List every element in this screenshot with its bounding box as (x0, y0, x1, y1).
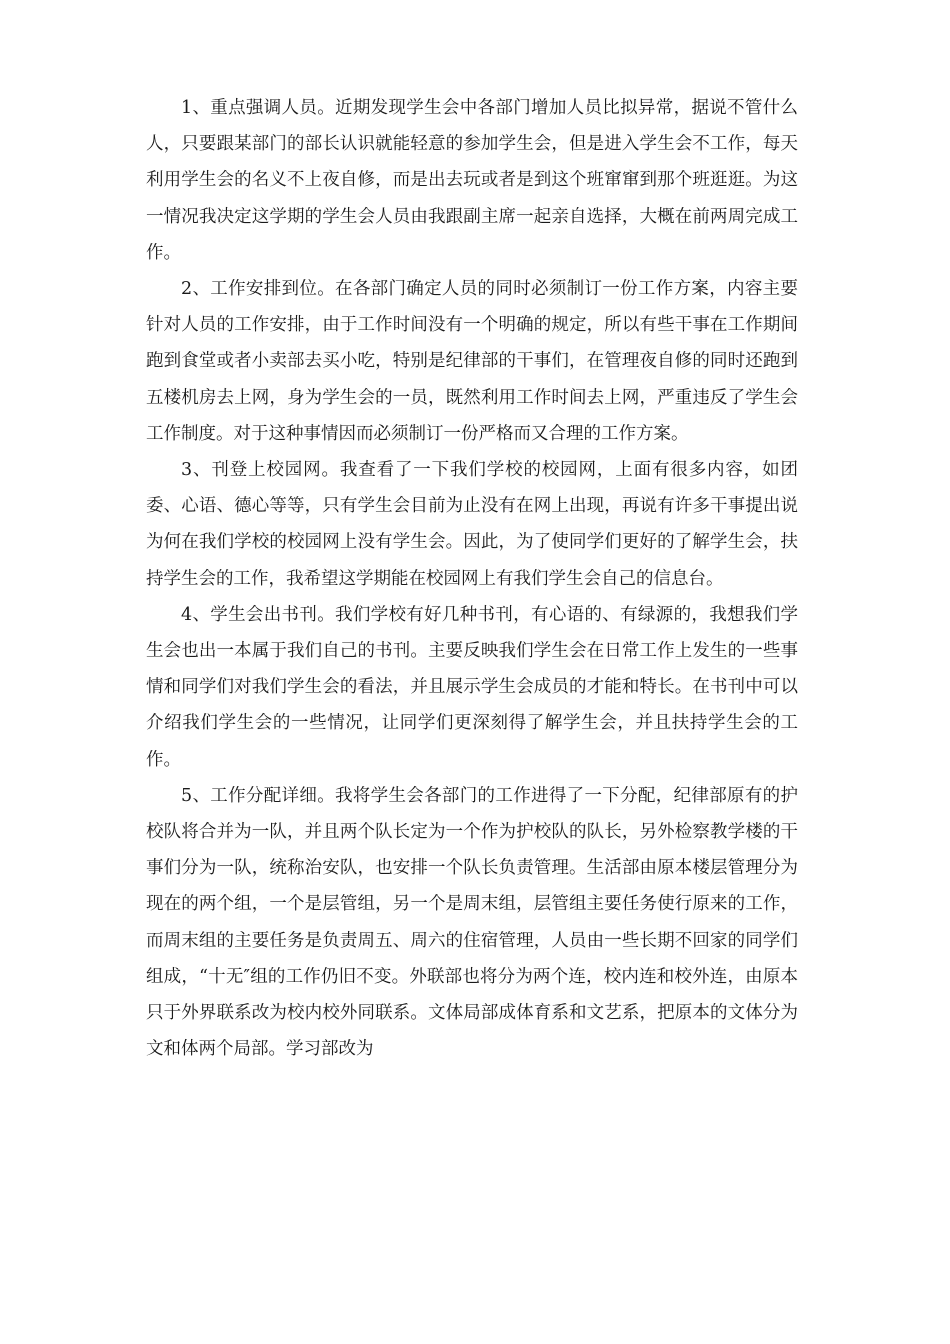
paragraph-1: 1、重点强调人员。近期发现学生会中各部门增加人员比拟异常，据说不管什么人，只要跟某部门的部长认识就能轻意的参加学生会，但是进入学生会不工作，每天利用学生会的名义不上夜自修，而是出去玩或者是到这个班窜窜到那个班逛逛。为这一情况我决定这学期的学生会人员由我跟副主席一起亲自选择，大概在前两周完成工作。 (146, 98, 798, 263)
paragraph-5: 5、工作分配详细。我将学生会各部门的工作进得了一下分配，纪律部原有的护校队将合并为一队，并且两个队长定为一个作为护校队的队长，另外检察教学楼的干事们分为一队，统称治安队，也安排一个队长负责管理。生活部由原本楼层管理分为现在的两个组，一个是层管组，另一个是周末组，层管组主要任务使行原来的工作，而周末组的主要任务是负责周五、周六的住宿管理，人员由一些长期不回家的同学们组成，“十无″组的工作仍旧不变。外联部也将分为两个连，校内连和校外连，由原本只于外界联系改为校内校外同联系。文体局部成体育系和文艺系，把原本的文体分为文和体两个局部。学习部改为 (146, 785, 798, 1060)
document-body (146, 90, 798, 1067)
paragraph-2: 2、工作安排到位。在各部门确定人员的同时必须制订一份工作方案，内容主要针对人员的工作安排，由于工作时间没有一个明确的规定，所以有些干事在工作期间跑到食堂或者小卖部去买小吃，特别是纪律部的干事们，在管理夜自修的同时还跑到五楼机房去上网，身为学生会的一员，既然利用工作时间去上网，严重违反了学生会工作制度。对于这种事情因而必须制订一份严格而又合理的工作方案。 (146, 279, 798, 444)
paragraph-4: 4、学生会出书刊。我们学校有好几种书刊，有心语的、有绿源的，我想我们学生会也出一本属于我们自己的书刊。主要反映我们学生会在日常工作上发生的一些事情和同学们对我们学生会的看法，并且展示学生会成员的才能和特长。在书刊中可以介绍我们学生会的一些情况，让同学们更深刻得了解学生会，并且扶持学生会的工作。 (146, 604, 798, 770)
paragraph-3: 3、刊登上校园网。我查看了一下我们学校的校园网，上面有很多内容，如团委、心语、德心等等，只有学生会目前为止没有在网上出现，再说有许多干事提出说为何在我们学校的校园网上没有学生会。因此，为了使同学们更好的了解学生会，扶持学生会的工作，我希望这学期能在校园网上有我们学生会自己的信息台。 (146, 460, 798, 589)
